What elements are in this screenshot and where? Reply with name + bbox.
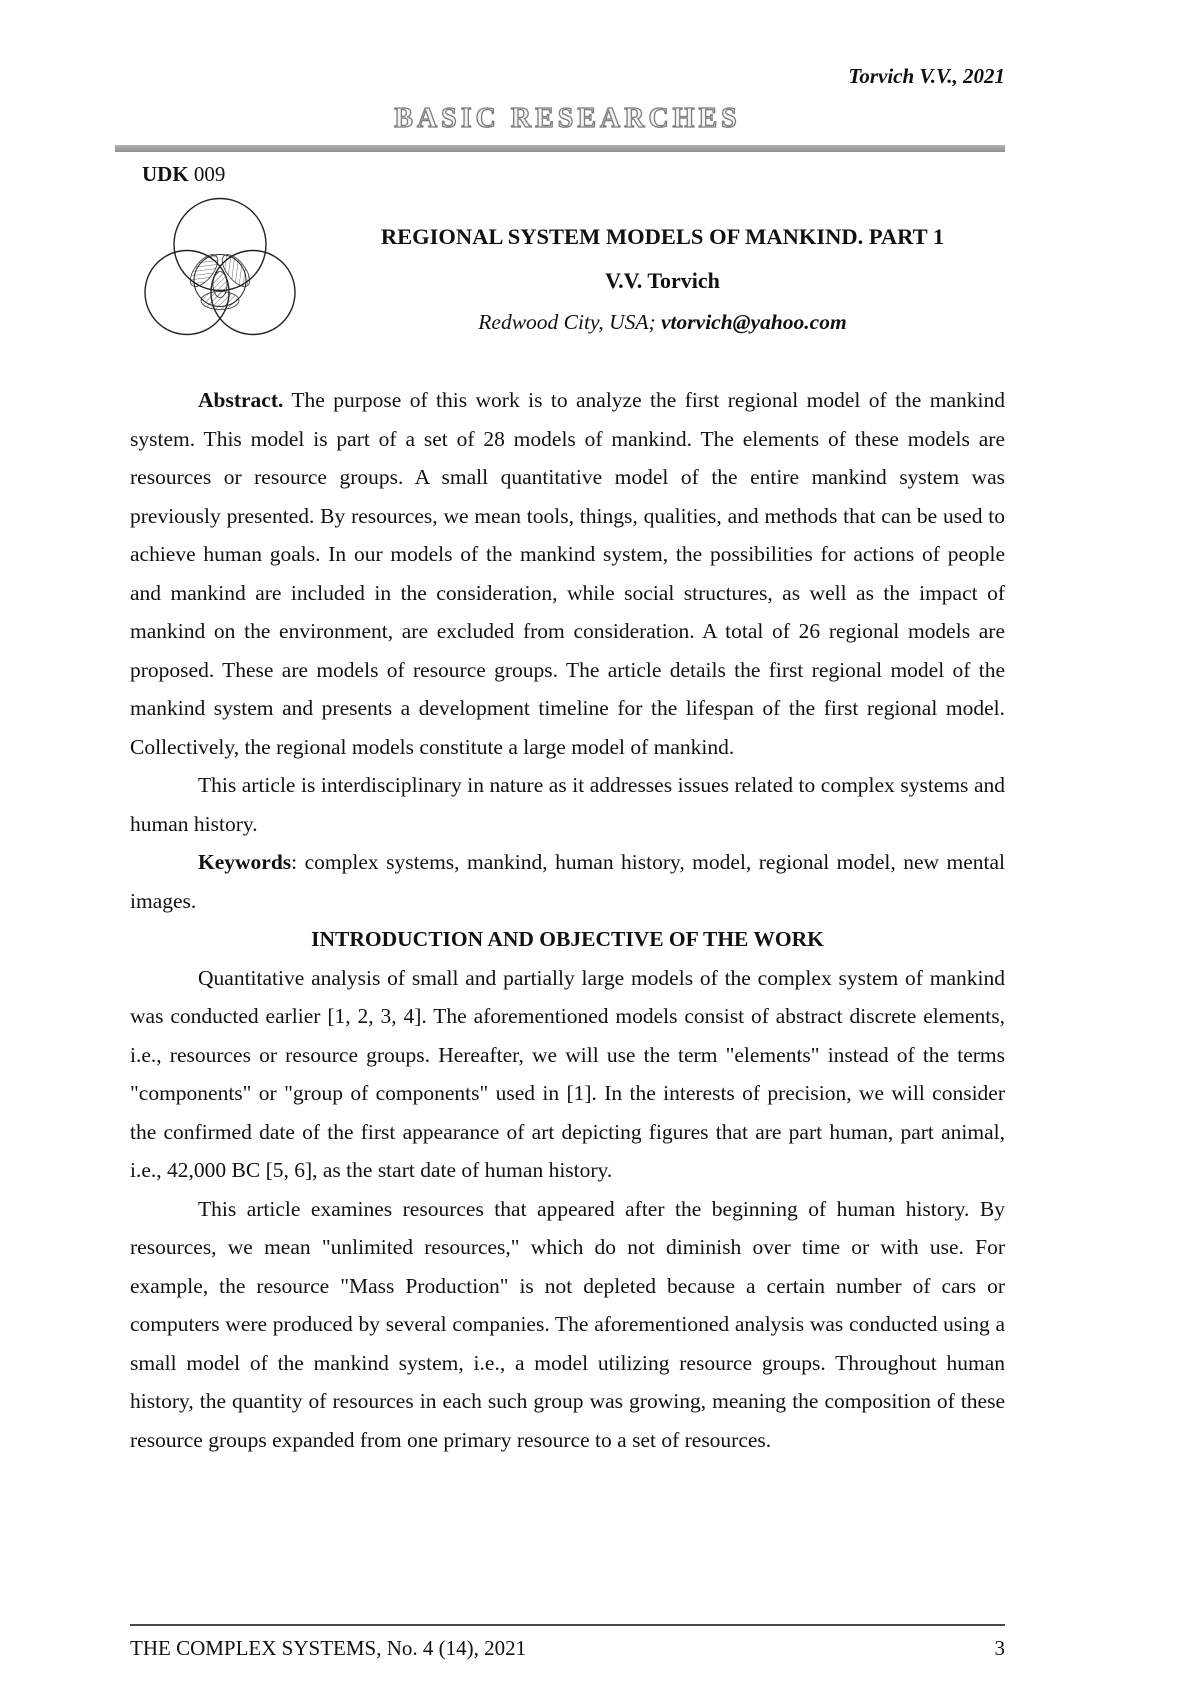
article-title: REGIONAL SYSTEM MODELS OF MANKIND. PART 1 xyxy=(380,223,945,249)
abstract-text: The purpose of this work is to analyze the first regional model of the mankind system. This model is part of a set of 28 models of mankind. The elements of these models are resources or resource groups. A small quantitative model of the entire mankind system was previously presented. By resources, we mean tools, things, qualities, and methods that can be used to achieve human goals. In our models of the mankind system, the possibilities for actions of people and mankind are included in the consideration, while social structures, as well as the impact of mankind on the environment, are excluded from consideration. A total of 26 regional models are proposed. These are models of resource groups. The article details the first regional model of the mankind system and presents a development timeline for the lifespan of the first regional model. Collectively, the regional models constitute a large model of mankind. xyxy=(130,388,1005,759)
keywords-label: Keywords xyxy=(198,850,292,874)
article-author: V.V. Torvich xyxy=(605,267,720,293)
running-head-author: Torvich V.V., 2021 xyxy=(848,64,1005,88)
banner-divider xyxy=(115,145,1005,152)
keywords-text: : complex systems, mankind, human history, model, regional model, new mental images. xyxy=(130,850,1005,913)
abstract-paragraph xyxy=(130,381,1005,766)
introduction-paragraph-1: Quantitative analysis of small and partially large models of the complex system of mankind was conducted earlier [1, 2, 3, 4]. The aforementioned models consist of abstract discrete elements, i.e., resources or resource groups. Hereafter, we will use the term "elements" instead of the terms "components" or "group of components" used in [1]. In the interests of precision, we will consider the confirmed date of the first appearance of art depicting figures that are part human, part animal, i.e., 42,000 BC [5, 6], as the start date of human history. xyxy=(130,965,1005,1182)
title-block xyxy=(320,224,1005,335)
udk-label: UDK xyxy=(142,162,189,186)
journal-name: THE COMPLEX SYSTEMS, No. 4 (14), 2021 xyxy=(130,1636,527,1660)
introduction-paragraph-2: This article examines resources that appeared after the beginning of human history. By resources, we mean "unlimited resources," which do not diminish over time or with use. For example, the resource "Mass Production" is not depleted because a certain number of cars or computers were produced by several companies. The aforementioned analysis was conducted using a small model of the mankind system, i.e., a model utilizing resource groups. Throughout human history, the quantity of resources in each such group was growing, meaning the composition of these resource groups expanded from one primary resource to a set of resources. xyxy=(130,1196,1005,1452)
title-row xyxy=(130,193,1005,365)
abstract-label: Abstract. xyxy=(198,388,284,412)
page-number: 3 xyxy=(994,1636,1005,1660)
udk-number: 009 xyxy=(188,162,226,186)
venn-circles-logo xyxy=(130,194,320,364)
introduction-heading: INTRODUCTION AND OBJECTIVE OF THE WORK xyxy=(311,927,824,951)
page-footer xyxy=(130,1624,1005,1661)
udk-code xyxy=(142,162,1005,187)
section-banner: BASIC RESEARCHES xyxy=(394,103,741,134)
venn-circles-icon xyxy=(130,194,310,359)
article-affiliation xyxy=(320,310,1005,335)
interdisciplinary-paragraph: This article is interdisciplinary in nature as it addresses issues related to complex systems and human history. xyxy=(130,773,1005,836)
keywords-paragraph xyxy=(130,843,1005,920)
affiliation-text: Redwood City, USA; xyxy=(478,309,662,334)
author-email: vtorvich@yahoo.com xyxy=(661,309,847,334)
